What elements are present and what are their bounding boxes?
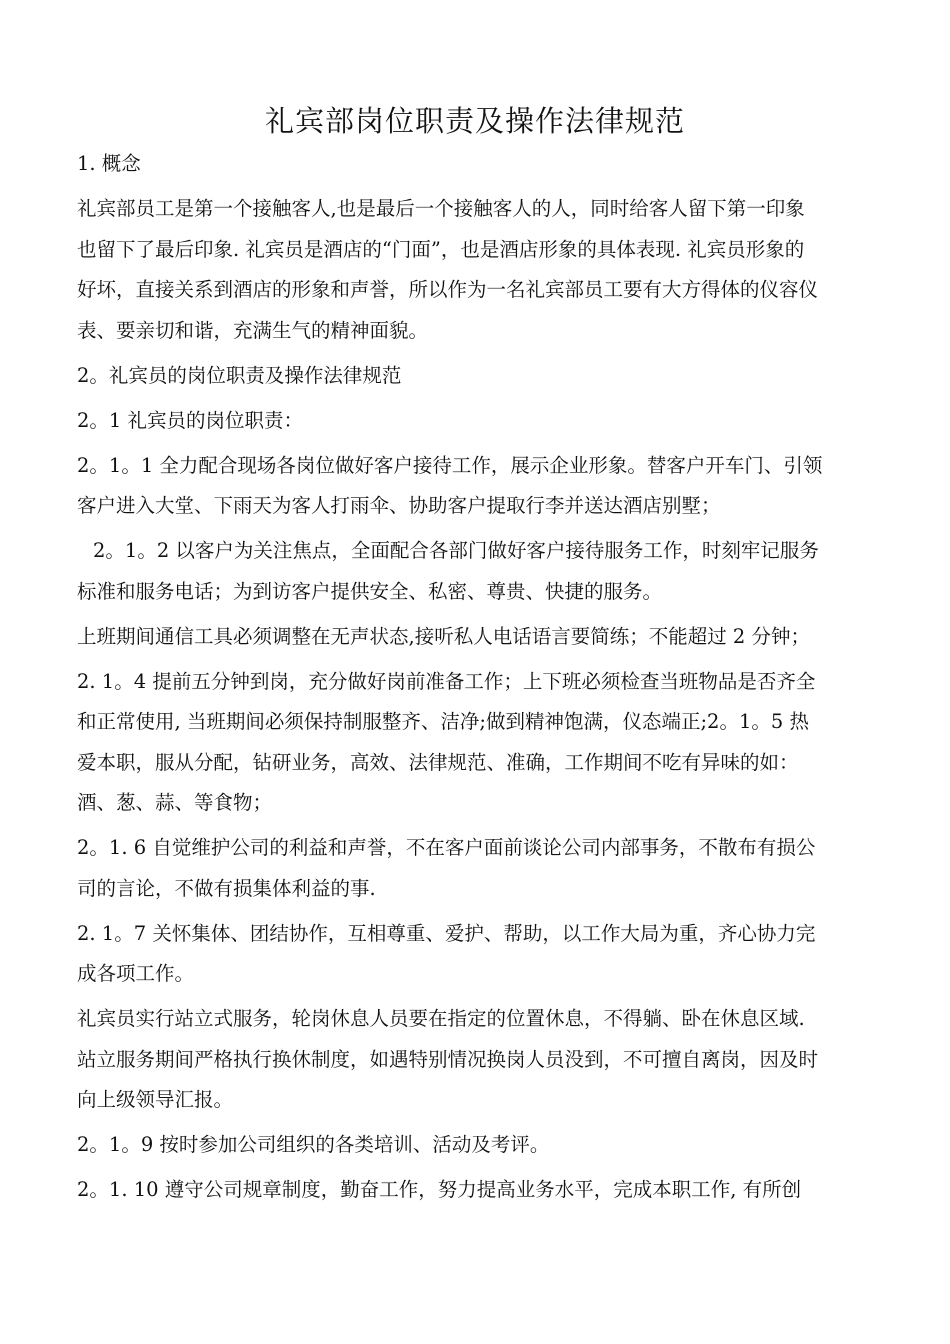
paragraph-line: 2。1。9 按时参加公司组织的各类培训、活动及考评。 [77, 1133, 550, 1156]
paragraph-line: 2。1。2 以客户为关注焦点，全面配合各部门做好客户接待服务工作，时刻牢记服务 [93, 539, 819, 562]
paragraph-line: 2。1。1 全力配合现场各岗位做好客户接待工作，展示企业形象。替客户开车门、引领 [77, 453, 823, 477]
paragraph-line: 站立服务期间严格执行换休制度，如遇特别情况换岗人员没到，不可擅自离岗，因及时 [77, 1047, 819, 1071]
section-heading-concept: 1. 概念 [77, 152, 141, 175]
paragraph-line: 表、要亲切和谐，充满生气的精神面貌。 [77, 318, 429, 342]
paragraph-line: 好坏，直接关系到酒店的形象和声誉，所以作为一名礼宾部员工要有大方得体的仪容仪 [77, 278, 819, 301]
paragraph-line: 2. 1。4 提前五分钟到岗，充分做好岗前准备工作；上下班必须检查当班物品是否齐全 [77, 669, 816, 693]
paragraph-line: 上班期间通信工具必须调整在无声状态,接听私人电话语言要简练；不能超过 2 分钟； [77, 624, 811, 648]
paragraph-line: 和正常使用, 当班期间必须保持制服整齐、洁净;做到精神饱满，仪态端正;2。1。5 热 [77, 710, 809, 733]
document-body [77, 151, 852, 1203]
paragraph-line: 向上级领导汇报。 [77, 1088, 234, 1111]
paragraph-line: 2。1. 6 自觉维护公司的利益和声誉，不在客户面前谈论公司内部事务，不散布有损公 [77, 836, 816, 859]
paragraph-line: 也留下了最后印象. 礼宾员是酒店的“门面”，也是酒店形象的具体表现. 礼宾员形象的 [77, 237, 805, 261]
paragraph-line: 2. 1。7 关怀集体、团结协作，互相尊重、爱护、帮助，以工作大局为重，齐心协力完 [77, 921, 816, 945]
paragraph-line: 成各项工作。 [77, 962, 195, 985]
paragraph-line: 酒、葱、蒜、等食物； [77, 791, 273, 814]
paragraph-line: 爱本职，服从分配，钻研业务，高效、法律规范、准确，工作期间不吃有异味的如： [77, 750, 799, 774]
paragraph-line: 2。1. 10 遵守公司规章制度，勤奋工作，努力提高业务水平，完成本职工作, 有所创 [77, 1178, 802, 1201]
paragraph-line: 礼宾部员工是第一个接触客人,也是最后一个接触客人的人，同时给客人留下第一印象 [77, 197, 805, 220]
section-heading-duties: 2。礼宾员的岗位职责及操作法律规范 [77, 363, 402, 387]
subsection-heading: 2。1 礼宾员的岗位职责： [77, 408, 304, 432]
paragraph-line: 标准和服务电话；为到访客户提供安全、私密、尊贵、快捷的服务。 [77, 579, 663, 603]
document-title: 礼宾部岗位职责及操作法律规范 [264, 104, 685, 138]
paragraph-line: 礼宾员实行站立式服务，轮岗休息人员要在指定的位置休息，不得躺、卧在休息区域. [77, 1007, 805, 1030]
paragraph-line: 司的言论，不做有损集体利益的事. [77, 876, 376, 900]
paragraph-line: 客户进入大堂、下雨天为客人打雨伞、协助客户提取行李并送达酒店别墅； [77, 494, 721, 517]
